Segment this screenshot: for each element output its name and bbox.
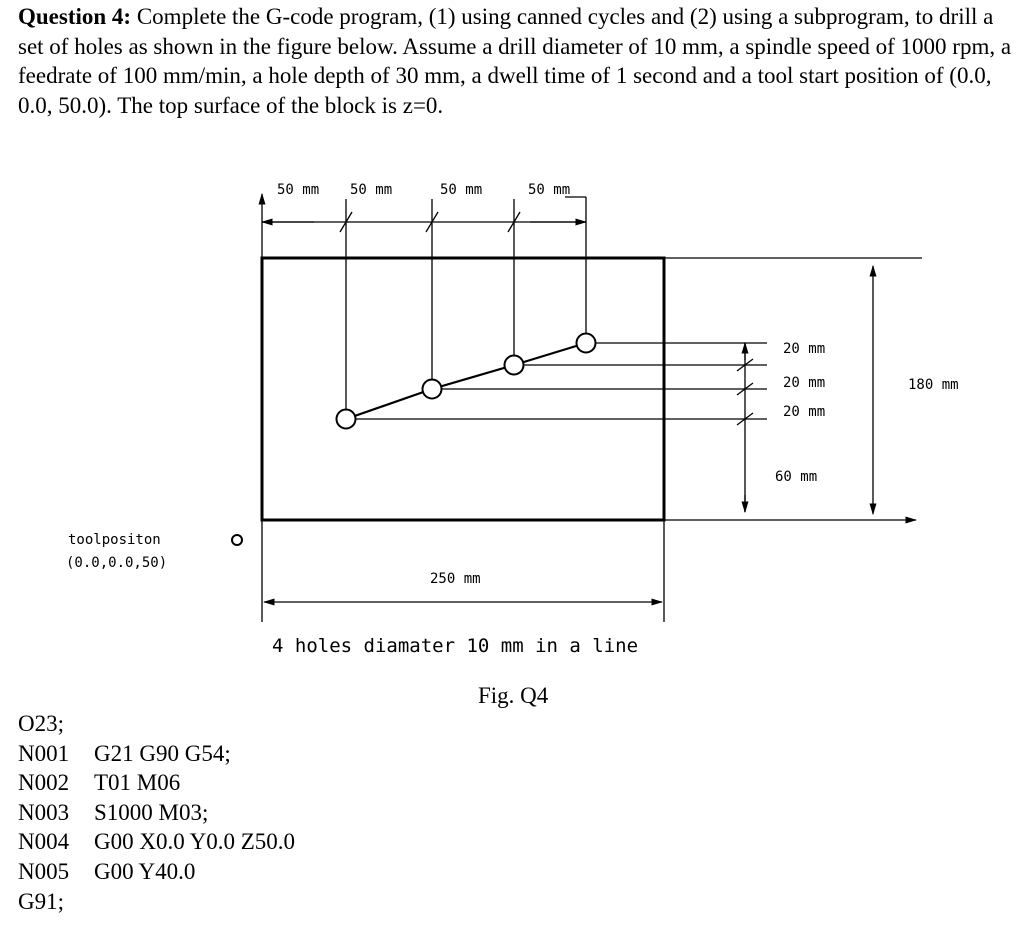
dim-right-2: 20 mm <box>783 375 826 391</box>
tool-position-marker <box>232 535 242 545</box>
dim-width: 250 mm <box>430 571 481 587</box>
figure-label: Fig. Q4 <box>478 683 549 708</box>
dim-top-1: 50 mm <box>277 182 320 198</box>
code-line <box>18 768 295 798</box>
hole-3 <box>505 356 524 375</box>
code-line <box>18 887 295 917</box>
figure-caption: 4 holes diamater 10 mm in a line <box>272 635 639 657</box>
line-number: N003 <box>18 799 70 825</box>
line-number: N001 <box>18 740 70 766</box>
question-body: Complete the G-code program, (1) using canned cycles and (2) using a subprogram, to drill a set of holes as shown in the figure below. Assume a drill diameter of 10 mm, a spindle speed of 1000 rpm, a feedrate of 100 mm/min, a hole depth of 30 mm, a dwell time of 1 second and a tool start position of (0.0, 0.0, 50.0). The top surface of the block is z=0. <box>18 4 1012 118</box>
hole-2 <box>423 380 442 399</box>
line-number: N005 <box>18 858 70 884</box>
hole-4 <box>577 334 596 353</box>
hole-1 <box>337 410 356 429</box>
code-line <box>18 739 295 769</box>
line-number: N002 <box>18 770 70 796</box>
code-line-text: T01 M06 <box>94 770 181 796</box>
gcode-listing <box>18 709 295 916</box>
question-label: Question 4: <box>18 4 132 29</box>
dim-right-3: 20 mm <box>783 404 826 420</box>
dim-top-2: 50 mm <box>350 182 393 198</box>
code-line <box>18 709 295 739</box>
code-line-text: G21 G90 G54; <box>94 740 231 766</box>
code-line <box>18 857 295 887</box>
line-number: N004 <box>18 829 70 855</box>
dim-height: 180 mm <box>908 377 959 393</box>
tool-position-coords: (0.0,0.0,50) <box>66 555 168 571</box>
dim-right-4: 60 mm <box>775 469 818 485</box>
hole-line <box>346 343 586 419</box>
dim-right-1: 20 mm <box>783 341 826 357</box>
code-line-text: O23; <box>18 711 64 736</box>
code-line <box>18 798 295 828</box>
dim-top-4: 50 mm <box>528 182 571 198</box>
code-line-text: G91; <box>18 888 64 914</box>
code-line-text: G00 Y40.0 <box>94 858 196 884</box>
code-line-text: S1000 M03; <box>94 799 209 825</box>
code-line-text: G00 X0.0 Y0.0 Z50.0 <box>94 829 296 855</box>
tool-position-label: toolpositon <box>68 532 161 548</box>
dim-top-3: 50 mm <box>440 182 483 198</box>
code-line <box>18 827 295 857</box>
